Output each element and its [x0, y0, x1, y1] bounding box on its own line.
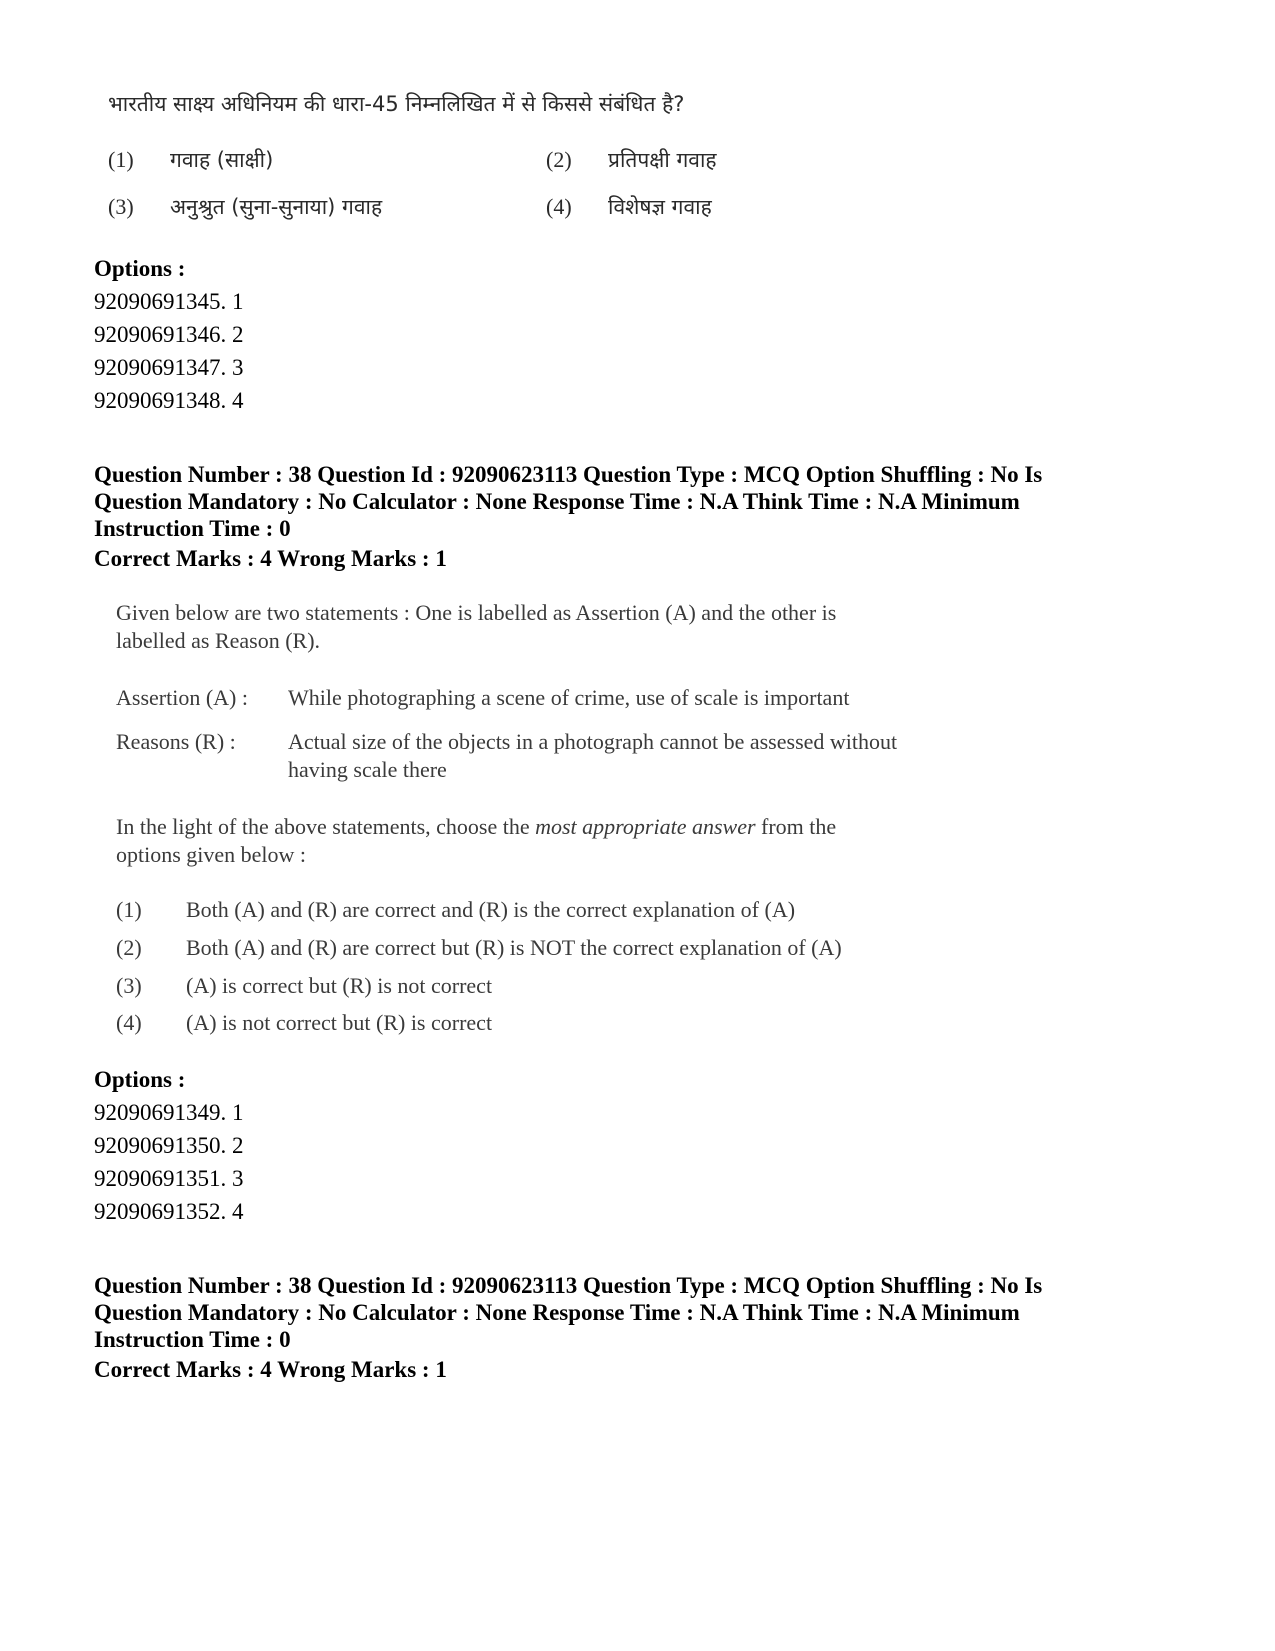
choice-number: (1)	[116, 897, 142, 922]
reason-text	[288, 728, 1008, 784]
option-item: 92090691345. 1	[94, 289, 244, 314]
meta-line: Question Number : 38 Question Id : 92090623113 Question Type : MCQ Option Shuffling : No Is	[94, 1273, 1043, 1298]
instruction-line	[116, 813, 836, 841]
assertion-statement	[116, 684, 1008, 712]
option-item: 92090691351. 3	[94, 1166, 244, 1191]
instruction-line: options given below :	[116, 842, 307, 867]
assertion-text: While photographing a scene of crime, use of scale is important	[288, 685, 850, 710]
hindi-choice-2	[546, 146, 717, 174]
choice-text: (A) is not correct but (R) is correct	[186, 1010, 493, 1035]
options-title: Options :	[94, 256, 186, 281]
choice-number: (2)	[116, 935, 142, 960]
choice-number: (3)	[116, 973, 142, 998]
choice-text: विशेषज्ञ गवाह	[608, 195, 712, 219]
choice-number: (3)	[108, 194, 134, 219]
answer-choice-3	[116, 972, 492, 1000]
reason-text-line: having scale there	[288, 757, 447, 782]
option-item: 92090691346. 2	[94, 322, 244, 347]
choice-text: Both (A) and (R) are correct but (R) is NOT the correct explanation of (A)	[186, 935, 842, 960]
question-marks: Correct Marks : 4 Wrong Marks : 1	[94, 546, 447, 571]
question-instruction	[116, 813, 836, 869]
hindi-choice-3	[108, 193, 382, 221]
meta-line: Instruction Time : 0	[94, 1327, 291, 1352]
choice-number: (2)	[546, 147, 572, 172]
instruction-text: In the light of the above statements, choose the	[116, 814, 536, 839]
instruction-text: from the	[755, 814, 837, 839]
meta-line: Question Mandatory : No Calculator : None Response Time : N.A Think Time : N.A Minimum	[94, 1300, 1020, 1325]
reason-statement	[116, 728, 1008, 784]
question-meta	[94, 461, 1094, 542]
reason-label: Reasons (R) :	[116, 729, 236, 754]
option-item: 92090691349. 1	[94, 1100, 244, 1125]
options-title: Options :	[94, 1067, 186, 1092]
option-item: 92090691348. 4	[94, 388, 244, 413]
assertion-label: Assertion (A) :	[116, 685, 248, 710]
choice-number: (1)	[108, 147, 134, 172]
options-list	[94, 285, 244, 417]
choice-text: (A) is correct but (R) is not correct	[186, 973, 493, 998]
reason-text-line: Actual size of the objects in a photograph cannot be assessed without	[288, 729, 898, 754]
choice-text: गवाह (साक्षी)	[170, 148, 274, 172]
choice-number: (4)	[546, 194, 572, 219]
meta-line: Instruction Time : 0	[94, 516, 291, 541]
answer-choice-1	[116, 896, 795, 924]
instruction-emphasis: most appropriate answer	[535, 814, 756, 839]
option-item: 92090691352. 4	[94, 1199, 244, 1224]
question-meta	[94, 1272, 1094, 1353]
meta-line: Question Number : 38 Question Id : 92090623113 Question Type : MCQ Option Shuffling : No Is	[94, 462, 1043, 487]
answer-choice-2	[116, 934, 842, 962]
answer-choice-4	[116, 1009, 492, 1037]
option-item: 92090691347. 3	[94, 355, 244, 380]
choice-text: अनुश्रुत (सुना-सुनाया) गवाह	[170, 195, 383, 219]
hindi-choice-4	[546, 193, 712, 221]
choice-text: प्रतिपक्षी गवाह	[608, 148, 717, 172]
options-list	[94, 1096, 244, 1228]
intro-line: Given below are two statements : One is labelled as Assertion (A) and the other is	[116, 600, 837, 625]
choice-text: Both (A) and (R) are correct and (R) is the correct explanation of (A)	[186, 897, 796, 922]
choice-number: (4)	[116, 1010, 142, 1035]
question-marks: Correct Marks : 4 Wrong Marks : 1	[94, 1357, 447, 1382]
hindi-choice-1	[108, 146, 273, 174]
meta-line: Question Mandatory : No Calculator : None Response Time : N.A Think Time : N.A Minimum	[94, 489, 1020, 514]
option-item: 92090691350. 2	[94, 1133, 244, 1158]
hindi-question-text: भारतीय साक्ष्य अधिनियम की धारा-45 निम्नलिखित में से किससे संबंधित है?	[108, 92, 685, 116]
intro-line: labelled as Reason (R).	[116, 628, 321, 653]
question-intro	[116, 599, 836, 655]
